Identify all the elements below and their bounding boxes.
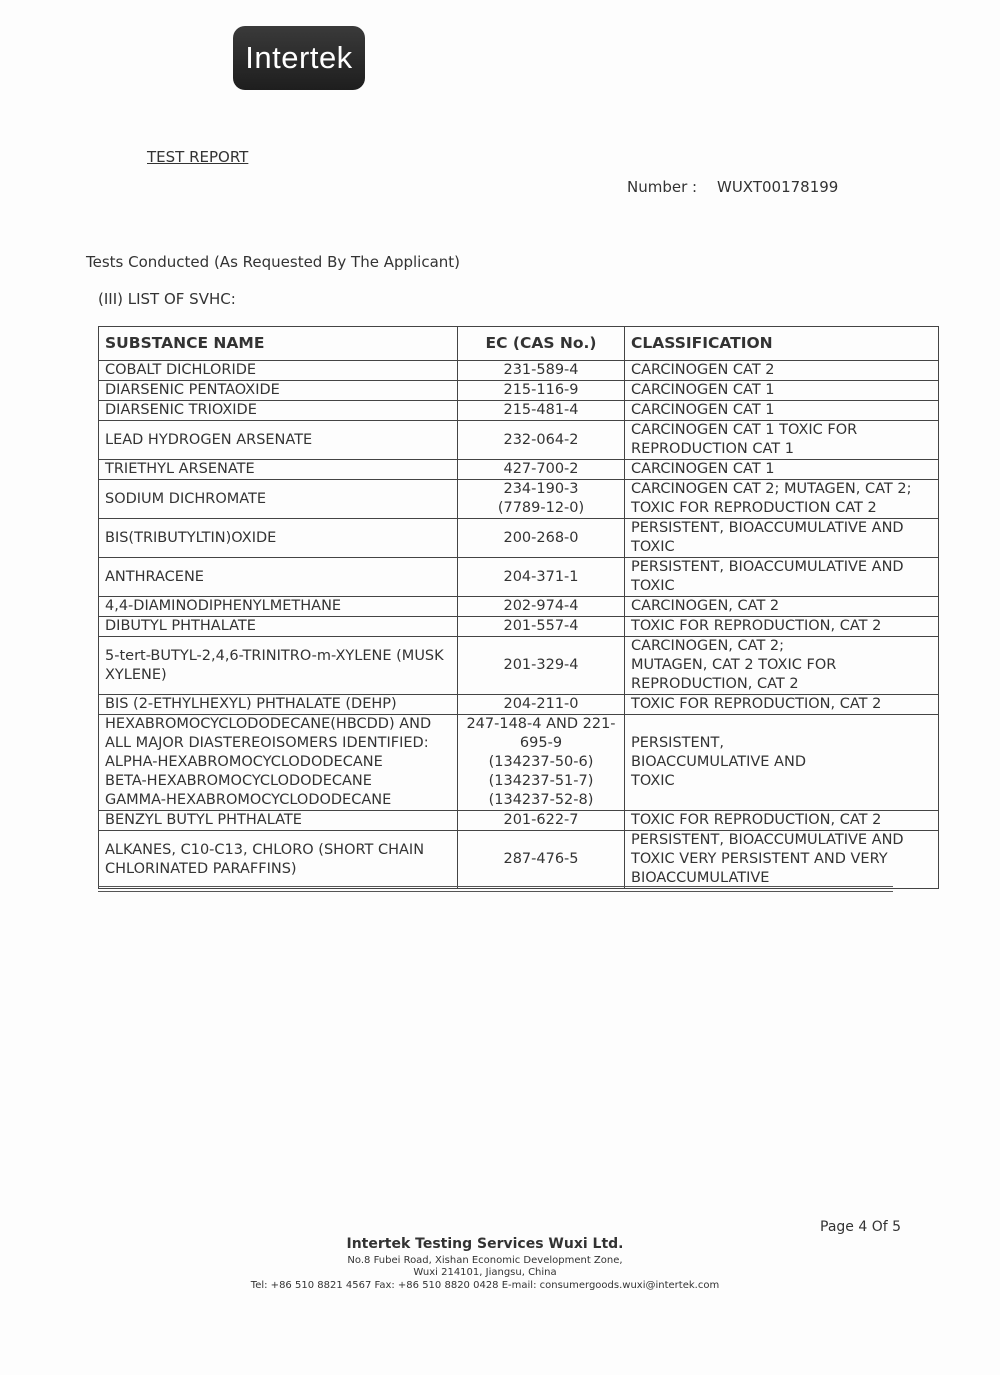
table-row bbox=[99, 480, 939, 519]
cell-substance-name-line: HEXABROMOCYCLODODECANE(HBCDD) AND bbox=[105, 716, 432, 732]
cell-substance-name-line: ALKANES, C10-C13, CHLORO (SHORT CHAIN bbox=[105, 841, 425, 858]
table-row bbox=[99, 460, 939, 480]
svhc-table bbox=[98, 326, 939, 889]
header-substance-name: SUBSTANCE NAME bbox=[99, 327, 458, 361]
cell-classification-line: CARCINOGEN, CAT 2 bbox=[631, 598, 780, 614]
cell-ec-cas bbox=[458, 558, 625, 597]
cell-classification bbox=[625, 460, 939, 480]
cell-substance-name bbox=[99, 460, 458, 480]
cell-classification-line: TOXIC FOR REPRODUCTION, CAT 2 bbox=[631, 696, 882, 712]
cell-classification bbox=[625, 831, 939, 889]
cell-substance-name bbox=[99, 361, 458, 381]
cell-ec-cas-line: 204-211-0 bbox=[503, 696, 579, 712]
footer-address-1: No.8 Fubei Road, Xishan Economic Development Zone, bbox=[347, 1255, 623, 1266]
cell-ec-cas-line: (134237-51-7) bbox=[488, 773, 594, 789]
cell-substance-name bbox=[99, 597, 458, 617]
cell-substance-name-line: CHLORINATED PARAFFINS) bbox=[105, 860, 297, 877]
cell-ec-cas-line: (7789-12-0) bbox=[497, 500, 585, 516]
cell-classification-line: PERSISTENT, bbox=[631, 735, 724, 751]
report-title: TEST REPORT bbox=[147, 148, 249, 166]
cell-ec-cas-line: 201-557-4 bbox=[503, 618, 579, 634]
cell-ec-cas-line: 287-476-5 bbox=[503, 851, 579, 867]
cell-ec-cas-line: 427-700-2 bbox=[503, 461, 579, 477]
table-header-row bbox=[99, 327, 939, 361]
table-row bbox=[99, 811, 939, 831]
cell-substance-name-line: TRIETHYL ARSENATE bbox=[105, 461, 255, 477]
table-row bbox=[99, 597, 939, 617]
cell-classification bbox=[625, 617, 939, 637]
cell-substance-name bbox=[99, 381, 458, 401]
cell-ec-cas-line: 234-190-3 bbox=[503, 481, 579, 497]
cell-ec-cas-line: 247-148-4 AND 221- bbox=[466, 716, 616, 732]
cell-classification bbox=[625, 715, 939, 811]
cell-classification-line: PERSISTENT, BIOACCUMULATIVE AND bbox=[631, 832, 904, 848]
cell-substance-name-line: LEAD HYDROGEN ARSENATE bbox=[105, 431, 313, 448]
table-row bbox=[99, 381, 939, 401]
cell-substance-name bbox=[99, 558, 458, 597]
cell-ec-cas-line: 695-9 bbox=[519, 735, 563, 751]
cell-substance-name-line: BETA-HEXABROMOCYCLODODECANE bbox=[105, 773, 372, 789]
cell-ec-cas-line: 215-481-4 bbox=[503, 402, 579, 418]
cell-classification-line: REPRODUCTION, CAT 2 bbox=[631, 676, 799, 692]
cell-ec-cas bbox=[458, 480, 625, 519]
cell-classification-line: MUTAGEN, CAT 2 TOXIC FOR bbox=[631, 657, 837, 673]
cell-ec-cas bbox=[458, 715, 625, 811]
cell-substance-name-line: GAMMA-HEXABROMOCYCLODODECANE bbox=[105, 792, 392, 808]
table-row bbox=[99, 401, 939, 421]
cell-ec-cas-line: 204-371-1 bbox=[503, 568, 579, 585]
table-row bbox=[99, 361, 939, 381]
cell-substance-name-line: BIS (2-ETHYLHEXYL) PHTHALATE (DEHP) bbox=[105, 696, 397, 712]
cell-classification-line: CARCINOGEN CAT 1 bbox=[631, 382, 775, 398]
cell-ec-cas-line: (134237-52-8) bbox=[488, 792, 594, 808]
cell-substance-name-line: DIBUTYL PHTHALATE bbox=[105, 618, 256, 634]
footer-address-2: Wuxi 214101, Jiangsu, China bbox=[413, 1267, 557, 1278]
cell-substance-name-line: ALL MAJOR DIASTEREOISOMERS IDENTIFIED: bbox=[105, 735, 429, 751]
table-body bbox=[99, 361, 939, 889]
footer-contact: Tel: +86 510 8821 4567 Fax: +86 510 8820 0428 E-mail: consumergoods.wuxi@intertek.com bbox=[250, 1280, 720, 1291]
cell-ec-cas-line: 201-622-7 bbox=[503, 812, 579, 828]
cell-classification bbox=[625, 361, 939, 381]
header-ec-cas: EC (CAS No.) bbox=[458, 327, 625, 361]
cell-ec-cas-line: 215-116-9 bbox=[503, 382, 579, 398]
cell-substance-name-line: BIS(TRIBUTYLTIN)OXIDE bbox=[105, 529, 277, 546]
cell-substance-name-line: 4,4-DIAMINODIPHENYLMETHANE bbox=[105, 598, 342, 614]
cell-classification-line: PERSISTENT, BIOACCUMULATIVE AND bbox=[631, 520, 904, 536]
intertek-logo: Intertek bbox=[233, 26, 365, 90]
cell-classification bbox=[625, 480, 939, 519]
cell-substance-name-line: DIARSENIC PENTAOXIDE bbox=[105, 382, 280, 398]
cell-ec-cas-line: 232-064-2 bbox=[503, 431, 579, 448]
cell-ec-cas bbox=[458, 811, 625, 831]
cell-classification bbox=[625, 811, 939, 831]
cell-ec-cas bbox=[458, 401, 625, 421]
table-row bbox=[99, 519, 939, 558]
cell-classification bbox=[625, 558, 939, 597]
section-title: (III) LIST OF SVHC: bbox=[98, 290, 236, 308]
cell-substance-name bbox=[99, 617, 458, 637]
cell-substance-name bbox=[99, 519, 458, 558]
cell-ec-cas bbox=[458, 617, 625, 637]
cell-ec-cas bbox=[458, 519, 625, 558]
cell-ec-cas-line: 202-974-4 bbox=[503, 598, 579, 614]
table-end-rule bbox=[98, 886, 893, 892]
cell-classification-line: BIOACCUMULATIVE bbox=[631, 870, 770, 886]
report-number-label: Number : bbox=[627, 178, 698, 196]
cell-classification-line: BIOACCUMULATIVE AND bbox=[631, 754, 806, 770]
cell-substance-name bbox=[99, 695, 458, 715]
cell-classification-line: CARCINOGEN CAT 1 bbox=[631, 461, 775, 477]
table-row bbox=[99, 421, 939, 460]
cell-classification-line: TOXIC FOR REPRODUCTION, CAT 2 bbox=[631, 812, 882, 828]
table-row bbox=[99, 637, 939, 695]
cell-ec-cas bbox=[458, 831, 625, 889]
cell-substance-name-line: ANTHRACENE bbox=[105, 568, 204, 585]
cell-substance-name bbox=[99, 401, 458, 421]
table-row bbox=[99, 831, 939, 889]
cell-substance-name-line: 5-tert-BUTYL-2,4,6-TRINITRO-m-XYLENE (MUSK bbox=[105, 647, 444, 664]
report-number-value: WUXT00178199 bbox=[717, 178, 839, 196]
cell-classification-line: CARCINOGEN, CAT 2; bbox=[631, 638, 785, 654]
cell-substance-name bbox=[99, 811, 458, 831]
table-row bbox=[99, 695, 939, 715]
cell-classification-line: CARCINOGEN CAT 2; MUTAGEN, CAT 2; bbox=[631, 481, 912, 497]
cell-substance-name-line: SODIUM DICHROMATE bbox=[105, 490, 267, 507]
cell-ec-cas bbox=[458, 597, 625, 617]
cell-classification bbox=[625, 421, 939, 460]
cell-ec-cas-line: 201-329-4 bbox=[503, 657, 579, 673]
cell-classification-line: TOXIC bbox=[631, 773, 675, 789]
cell-substance-name bbox=[99, 715, 458, 811]
cell-classification bbox=[625, 637, 939, 695]
cell-classification-line: TOXIC FOR REPRODUCTION CAT 2 bbox=[631, 500, 877, 516]
cell-substance-name-line: DIARSENIC TRIOXIDE bbox=[105, 402, 257, 418]
cell-substance-name bbox=[99, 480, 458, 519]
cell-classification-line: CARCINOGEN CAT 2 bbox=[631, 362, 775, 378]
table-row bbox=[99, 617, 939, 637]
cell-substance-name bbox=[99, 421, 458, 460]
cell-ec-cas bbox=[458, 695, 625, 715]
cell-ec-cas-line: 231-589-4 bbox=[503, 362, 579, 378]
cell-classification-line: CARCINOGEN CAT 1 bbox=[631, 402, 775, 418]
cell-substance-name bbox=[99, 637, 458, 695]
tests-conducted-heading: Tests Conducted (As Requested By The Applicant) bbox=[86, 253, 461, 271]
cell-ec-cas bbox=[458, 460, 625, 480]
cell-substance-name-line: COBALT DICHLORIDE bbox=[105, 362, 257, 378]
cell-classification-line: TOXIC VERY PERSISTENT AND VERY bbox=[631, 851, 888, 867]
cell-classification-line: TOXIC bbox=[631, 539, 675, 555]
cell-classification bbox=[625, 597, 939, 617]
cell-substance-name-line: XYLENE) bbox=[105, 666, 167, 683]
header-classification: CLASSIFICATION bbox=[625, 327, 939, 361]
cell-substance-name bbox=[99, 831, 458, 889]
cell-ec-cas-line: (134237-50-6) bbox=[488, 754, 594, 770]
cell-classification bbox=[625, 401, 939, 421]
table-row bbox=[99, 558, 939, 597]
cell-ec-cas bbox=[458, 421, 625, 460]
cell-substance-name-line: ALPHA-HEXABROMOCYCLODODECANE bbox=[105, 754, 383, 770]
cell-substance-name-line: BENZYL BUTYL PHTHALATE bbox=[105, 812, 302, 828]
footer-company: Intertek Testing Services Wuxi Ltd. bbox=[346, 1236, 624, 1252]
page-number: Page 4 Of 5 bbox=[820, 1219, 902, 1235]
cell-ec-cas bbox=[458, 381, 625, 401]
table-row bbox=[99, 715, 939, 811]
cell-classification-line: PERSISTENT, BIOACCUMULATIVE AND bbox=[631, 559, 904, 575]
cell-ec-cas-line: 200-268-0 bbox=[503, 529, 579, 546]
cell-classification-line: REPRODUCTION CAT 1 bbox=[631, 441, 794, 457]
cell-classification bbox=[625, 519, 939, 558]
cell-classification-line: TOXIC FOR REPRODUCTION, CAT 2 bbox=[631, 618, 882, 634]
cell-classification bbox=[625, 695, 939, 715]
cell-classification bbox=[625, 381, 939, 401]
cell-classification-line: CARCINOGEN CAT 1 TOXIC FOR bbox=[631, 422, 858, 438]
cell-ec-cas bbox=[458, 361, 625, 381]
cell-ec-cas bbox=[458, 637, 625, 695]
cell-classification-line: TOXIC bbox=[631, 578, 675, 594]
